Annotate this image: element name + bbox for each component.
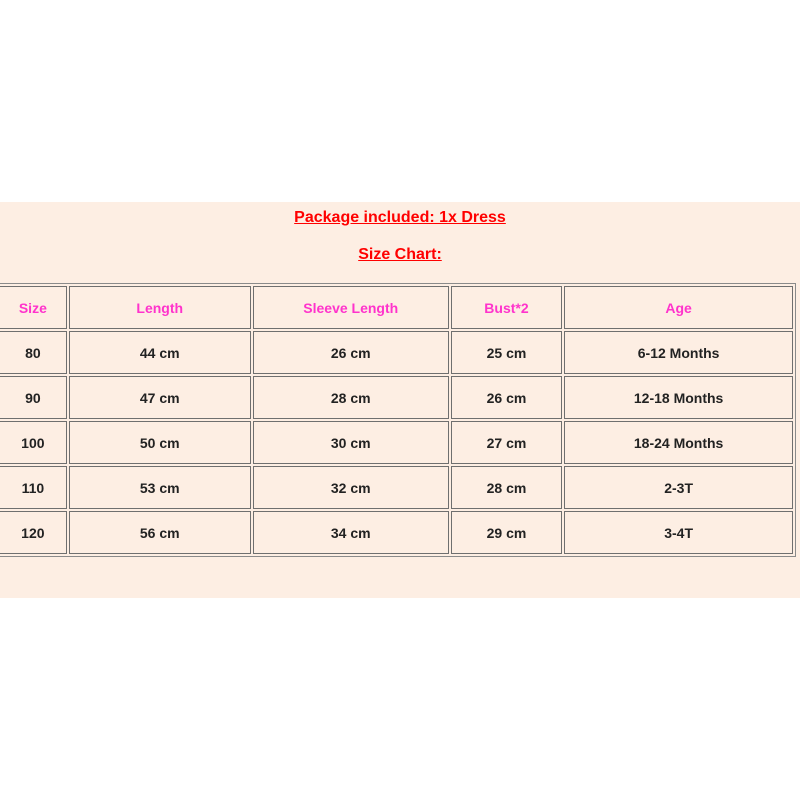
cell-sleeve-length: 30 cm — [253, 421, 449, 464]
cell-bust: 29 cm — [451, 511, 563, 554]
cell-length: 44 cm — [69, 331, 251, 374]
table-row — [0, 511, 793, 554]
cell-bust: 25 cm — [451, 331, 563, 374]
cell-size: 80 — [0, 331, 67, 374]
size-chart-table — [0, 283, 796, 557]
table-header-row — [0, 286, 793, 329]
cell-sleeve-length: 34 cm — [253, 511, 449, 554]
size-chart-title: Size Chart: — [358, 246, 442, 263]
package-included-text: Package included: 1x Dress — [294, 209, 506, 226]
cell-bust: 27 cm — [451, 421, 563, 464]
table-row — [0, 466, 793, 509]
cell-length: 50 cm — [69, 421, 251, 464]
cell-age: 18-24 Months — [564, 421, 793, 464]
cell-bust: 26 cm — [451, 376, 563, 419]
cell-length: 53 cm — [69, 466, 251, 509]
size-chart-panel — [0, 202, 800, 598]
table-row — [0, 421, 793, 464]
table-row — [0, 376, 793, 419]
cell-size: 90 — [0, 376, 67, 419]
cell-sleeve-length: 26 cm — [253, 331, 449, 374]
cell-sleeve-length: 28 cm — [253, 376, 449, 419]
table-row — [0, 331, 793, 374]
header-size: Size — [0, 286, 67, 329]
cell-age: 12-18 Months — [564, 376, 793, 419]
header-bust: Bust*2 — [451, 286, 563, 329]
cell-bust: 28 cm — [451, 466, 563, 509]
cell-size: 120 — [0, 511, 67, 554]
cell-length: 47 cm — [69, 376, 251, 419]
header-sleeve-length: Sleeve Length — [253, 286, 449, 329]
header-length: Length — [69, 286, 251, 329]
cell-age: 6-12 Months — [564, 331, 793, 374]
cell-length: 56 cm — [69, 511, 251, 554]
cell-size: 110 — [0, 466, 67, 509]
cell-age: 3-4T — [564, 511, 793, 554]
cell-size: 100 — [0, 421, 67, 464]
cell-age: 2-3T — [564, 466, 793, 509]
cell-sleeve-length: 32 cm — [253, 466, 449, 509]
header-age: Age — [564, 286, 793, 329]
